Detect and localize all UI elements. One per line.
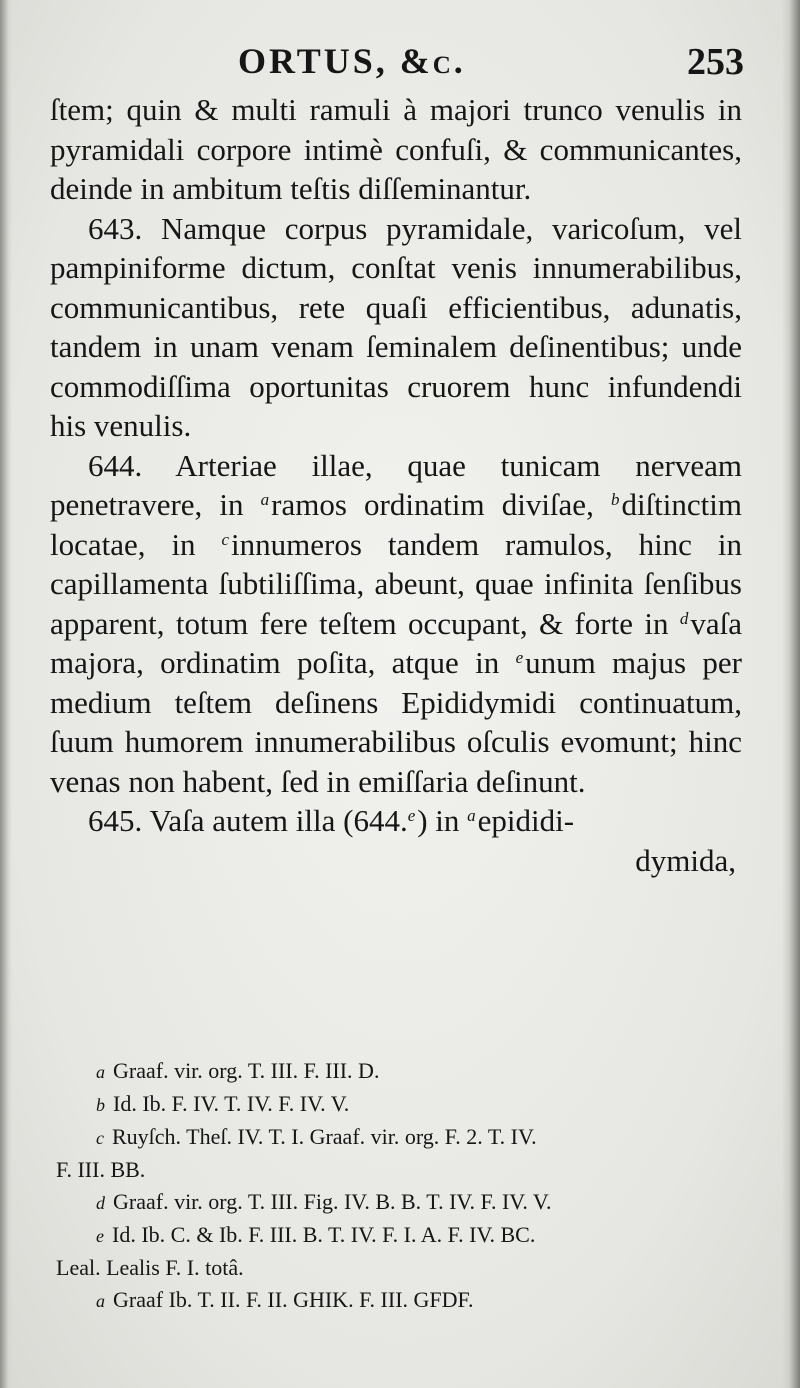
footnotes: [56, 1055, 756, 1317]
paragraph-text: vaſa majora, ordinatim poſita, atque in: [50, 605, 742, 680]
page-header: [60, 40, 750, 90]
paragraph-text: diſtinctim locatae, in: [50, 487, 742, 562]
footnote: [56, 1055, 756, 1088]
paragraph-text: ) in: [417, 803, 468, 838]
paragraph-text: epididi-: [477, 803, 575, 838]
footnote: [56, 1284, 756, 1317]
paragraph-text: 644. Arteriae illae, quae tunicam nerveam penetravere, in: [50, 447, 742, 522]
footnote-marker: d: [679, 608, 689, 628]
paragraph: [50, 801, 742, 841]
footnote: [56, 1154, 756, 1186]
footnote-marker: a: [260, 490, 270, 509]
footnote-mark: a: [96, 1062, 105, 1082]
paragraph-text: unum majus per medium teſtem deſinens Epididymidi continuatum, ſuum humorem innumerabilibus oſculis evomunt; hinc venas non habent, ſed in emiſſaria deſinunt.: [50, 645, 742, 799]
paragraph: [50, 446, 742, 802]
footnote-text: F. III. BB.: [56, 1157, 146, 1182]
footnote-text: Id. Ib. C. & Ib. F. III. B. T. IV. F. I. A. F. IV. BC.: [112, 1222, 536, 1247]
paragraph-text: 643. Namque corpus pyramidale, varicoſum, vel pampiniforme dictum, conſtat venis innumerabilibus, communicantibus, rete quaſi efficientibus, adunatis, tandem in unam venam ſeminalem deſinentibus; unde commodiſſima oportunitas cruorem hunc infundendi his venulis.: [50, 210, 742, 443]
paragraph-text: innumeros tandem ramulos, hinc in capillamenta ſubtiliſſima, abeunt, quae infinita ſenſibus apparent, totum fere teſtem occupant, & forte in: [50, 526, 742, 641]
footnote-marker: e: [515, 648, 524, 667]
footnote: [56, 1088, 756, 1121]
page-edge-shadow: [782, 0, 800, 1388]
footnote-marker: a: [467, 806, 476, 825]
footnote-mark: e: [96, 1226, 104, 1246]
page-number: 253: [687, 41, 744, 83]
footnote-marker: c: [221, 529, 230, 549]
footnote-mark: d: [96, 1193, 105, 1213]
running-head: ORTUS, &c.: [238, 41, 466, 81]
footnote-text: Graaf. vir. org. T. III. Fig. IV. B. B. T. IV. F. IV. V.: [113, 1189, 552, 1214]
footnote-text: Id. Ib. F. IV. T. IV. F. IV. V.: [113, 1091, 350, 1116]
catchword-line: dymida,: [635, 842, 736, 878]
footnote-text: Graaf Ib. T. II. F. II. GHIK. F. III. GFDF.: [113, 1287, 474, 1312]
footnote-text: Graaf. vir. org. T. III. F. III. D.: [113, 1058, 380, 1083]
paragraph-text: 645. Vaſa autem illa (644.: [88, 803, 408, 838]
paragraph-text: ſtem; quin & multi ramuli à majori trunco venulis in pyramidali corpore intimè confuſi, & communicantes, deinde in ambitum teſtis diſſeminantur.: [50, 92, 742, 206]
footnote-marker: e: [407, 806, 416, 825]
main-text: [50, 90, 742, 880]
footnote-text: Ruyſch. Theſ. IV. T. I. Graaf. vir. org. F. 2. T. IV.: [112, 1124, 537, 1149]
page-gutter-shadow: [0, 0, 12, 1388]
footnote-marker: b: [610, 490, 620, 509]
footnote: [56, 1186, 756, 1219]
footnote: [56, 1219, 756, 1252]
paragraph-text: ramos ordinatim diviſae,: [271, 487, 611, 522]
footnote-mark: c: [96, 1128, 104, 1148]
paragraph: [50, 90, 742, 209]
footnote-text: Leal. Lealis F. I. totâ.: [56, 1255, 244, 1280]
footnote: [56, 1121, 756, 1154]
footnote-mark: b: [96, 1095, 105, 1115]
footnote-mark: a: [96, 1291, 105, 1311]
footnote: [56, 1252, 756, 1284]
paragraph: [50, 209, 742, 446]
